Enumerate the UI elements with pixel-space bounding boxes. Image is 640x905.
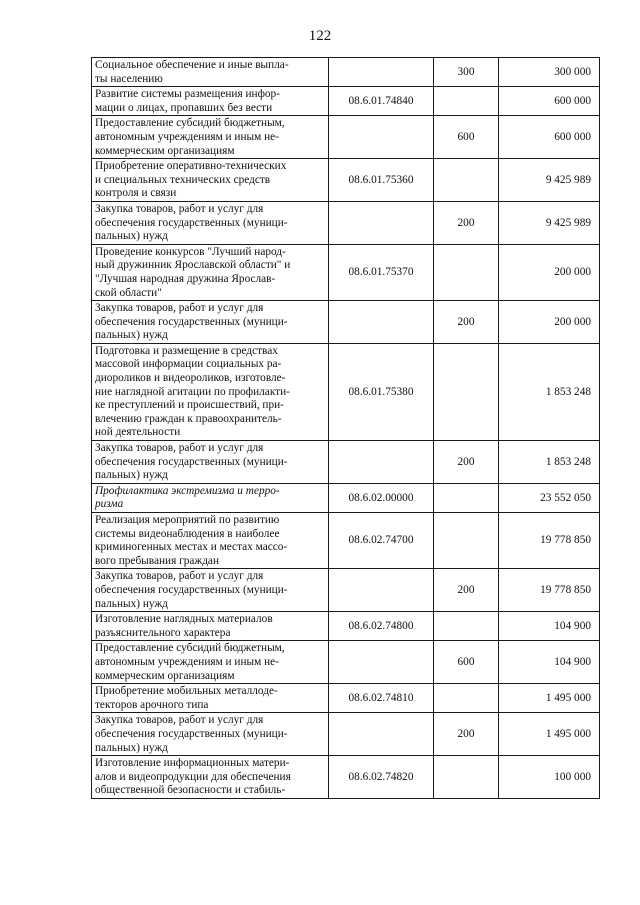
row-name-line: автономным учреждениям и иным не- — [95, 130, 279, 143]
row-code-cell — [329, 116, 434, 159]
row-amount-cell: 23 552 050 — [499, 483, 600, 512]
row-expense-type-cell: 200 — [434, 569, 499, 612]
row-expense-type-cell: 200 — [434, 301, 499, 344]
table-row — [92, 684, 600, 713]
row-expense-type-cell: 600 — [434, 641, 499, 684]
row-name-line: Реализация мероприятий по развитию — [95, 514, 280, 526]
row-amount-cell: 600 000 — [499, 116, 600, 159]
row-name-line: Профилактика экстремизма и терро- — [95, 484, 280, 497]
row-name-line: ной деятельности — [95, 426, 181, 439]
row-name-line: Подготовка и размещение в средствах — [95, 344, 278, 357]
table-row — [92, 159, 600, 202]
row-name-line: ризма — [95, 498, 124, 511]
row-name-line: ке преступлений и происшествий, при- — [95, 399, 284, 412]
row-expense-type-cell — [434, 343, 499, 440]
row-code-cell — [329, 58, 434, 87]
row-expense-type-cell — [434, 159, 499, 202]
row-amount-cell: 200 000 — [499, 244, 600, 300]
row-name-cell — [92, 87, 329, 116]
row-name-line: Приобретение оперативно-технических — [95, 160, 287, 173]
row-expense-type-cell — [434, 483, 499, 512]
table-row — [92, 513, 600, 569]
row-name-line: Развитие системы размещения инфор- — [95, 88, 280, 101]
table-row — [92, 612, 600, 641]
row-amount-cell: 200 000 — [499, 301, 600, 344]
row-name-line: диороликов и видеороликов, изготовле- — [95, 372, 286, 385]
table-row — [92, 483, 600, 512]
row-name-line: Социальное обеспечение и иные выпла- — [95, 59, 289, 71]
row-code-cell — [329, 569, 434, 612]
row-name-line: Предоставление субсидий бюджетным, — [95, 642, 285, 655]
row-expense-type-cell: 300 — [434, 58, 499, 87]
row-name-line: коммерческим организациям — [95, 669, 235, 682]
row-name-cell — [92, 612, 329, 641]
row-name-line: Изготовление наглядных материалов — [95, 613, 273, 626]
page-number: 122 — [308, 28, 332, 44]
row-code-cell: 08.6.01.75360 — [329, 159, 434, 202]
row-amount-cell: 19 778 850 — [499, 513, 600, 569]
row-code-cell — [329, 641, 434, 684]
row-name-line: пальных) нужд — [95, 469, 168, 482]
table-row — [92, 244, 600, 300]
row-name-line: ние наглядной агитации по профилакти- — [95, 385, 290, 398]
row-name-line: автономным учреждениям и иным не- — [95, 655, 279, 668]
row-expense-type-cell: 200 — [434, 441, 499, 484]
row-name-cell — [92, 756, 329, 799]
row-expense-type-cell: 200 — [434, 713, 499, 756]
row-name-line: Приобретение мобильных металлоде- — [95, 685, 278, 698]
row-name-line: криминогенных местах и местах массо- — [95, 541, 288, 554]
row-name-cell — [92, 244, 329, 300]
row-name-line: пальных) нужд — [95, 741, 168, 754]
row-code-cell: 08.6.02.74800 — [329, 612, 434, 641]
budget-table-body — [92, 58, 600, 799]
table-row — [92, 569, 600, 612]
row-expense-type-cell — [434, 87, 499, 116]
row-name-line: обеспечения государственных (муници- — [95, 583, 288, 596]
row-code-cell: 08.6.02.00000 — [329, 483, 434, 512]
row-name-line: алов и видеопродукции для обеспечения — [95, 770, 291, 783]
table-row — [92, 201, 600, 244]
row-amount-cell: 19 778 850 — [499, 569, 600, 612]
row-name-cell — [92, 301, 329, 344]
row-code-cell — [329, 201, 434, 244]
row-code-cell: 08.6.02.74700 — [329, 513, 434, 569]
row-code-cell: 08.6.02.74810 — [329, 684, 434, 713]
row-code-cell — [329, 713, 434, 756]
table-row — [92, 58, 600, 87]
budget-table — [91, 57, 600, 799]
row-name-line: мации о лицах, пропавших без вести — [95, 101, 273, 114]
row-amount-cell: 1 853 248 — [499, 441, 600, 484]
row-name-line: Закупка товаров, работ и услуг для — [95, 202, 264, 215]
row-name-line: Изготовление информационных матери- — [95, 757, 290, 770]
row-name-cell — [92, 641, 329, 684]
row-amount-cell: 104 900 — [499, 612, 600, 641]
row-expense-type-cell: 600 — [434, 116, 499, 159]
row-expense-type-cell — [434, 244, 499, 300]
row-name-line: массовой информации социальных ра- — [95, 358, 282, 371]
row-name-line: Закупка товаров, работ и услуг для — [95, 570, 264, 583]
row-amount-cell: 1 853 248 — [499, 343, 600, 440]
row-name-cell — [92, 343, 329, 440]
row-amount-cell: 1 495 000 — [499, 684, 600, 713]
row-name-line: системы видеонаблюдения в наиболее — [95, 527, 280, 540]
row-name-line: Предоставление субсидий бюджетным, — [95, 117, 285, 130]
row-name-line: вого пребывания граждан — [95, 554, 219, 567]
row-amount-cell: 300 000 — [499, 58, 600, 87]
row-amount-cell: 600 000 — [499, 87, 600, 116]
row-name-line: обеспечения государственных (муници- — [95, 455, 288, 468]
row-name-cell — [92, 684, 329, 713]
row-name-cell — [92, 441, 329, 484]
row-name-line: обеспечения государственных (муници- — [95, 727, 288, 740]
row-name-cell — [92, 116, 329, 159]
table-row — [92, 116, 600, 159]
table-row — [92, 441, 600, 484]
row-expense-type-cell — [434, 612, 499, 641]
row-name-cell — [92, 569, 329, 612]
row-code-cell — [329, 301, 434, 344]
table-row — [92, 343, 600, 440]
table-row — [92, 641, 600, 684]
row-name-line: ный дружинник Ярославской области" и — [95, 259, 291, 272]
row-name-cell — [92, 513, 329, 569]
row-code-cell: 08.6.02.74820 — [329, 756, 434, 799]
row-name-cell — [92, 58, 329, 87]
row-name-cell — [92, 159, 329, 202]
row-expense-type-cell — [434, 684, 499, 713]
row-name-line: пальных) нужд — [95, 230, 168, 243]
row-amount-cell: 100 000 — [499, 756, 600, 799]
row-code-cell — [329, 441, 434, 484]
row-code-cell: 08.6.01.75370 — [329, 244, 434, 300]
row-code-cell: 08.6.01.74840 — [329, 87, 434, 116]
row-name-line: влечению граждан к правоохранитель- — [95, 412, 282, 425]
row-name-line: пальных) нужд — [95, 597, 168, 610]
row-name-cell — [92, 713, 329, 756]
row-name-line: Закупка товаров, работ и услуг для — [95, 302, 264, 315]
row-amount-cell: 1 495 000 — [499, 713, 600, 756]
row-name-cell — [92, 483, 329, 512]
row-expense-type-cell — [434, 756, 499, 799]
row-name-line: Закупка товаров, работ и услуг для — [95, 714, 264, 727]
row-amount-cell: 104 900 — [499, 641, 600, 684]
row-amount-cell: 9 425 989 — [499, 159, 600, 202]
row-name-line: Закупка товаров, работ и услуг для — [95, 442, 264, 455]
row-name-line: ской области" — [95, 286, 162, 299]
row-name-cell — [92, 201, 329, 244]
row-expense-type-cell — [434, 513, 499, 569]
row-name-line: обеспечения государственных (муници- — [95, 216, 288, 229]
row-name-line: общественной безопасности и стабиль- — [95, 784, 286, 797]
table-row — [92, 87, 600, 116]
table-row — [92, 756, 600, 799]
row-name-line: контроля и связи — [95, 187, 177, 200]
row-expense-type-cell: 200 — [434, 201, 499, 244]
row-name-line: и специальных технических средств — [95, 173, 271, 186]
row-name-line: разъяснительного характера — [95, 626, 231, 639]
row-code-cell: 08.6.01.75380 — [329, 343, 434, 440]
table-row — [92, 713, 600, 756]
row-name-line: ты населению — [95, 72, 163, 85]
row-name-line: коммерческим организациям — [95, 144, 235, 157]
row-name-line: пальных) нужд — [95, 329, 168, 342]
row-name-line: обеспечения государственных (муници- — [95, 315, 288, 328]
row-name-line: текторов арочного типа — [95, 698, 209, 711]
row-amount-cell: 9 425 989 — [499, 201, 600, 244]
table-row — [92, 301, 600, 344]
row-name-line: "Лучшая народная дружина Ярослав- — [95, 272, 276, 285]
row-name-line: Проведение конкурсов "Лучший народ- — [95, 245, 286, 258]
